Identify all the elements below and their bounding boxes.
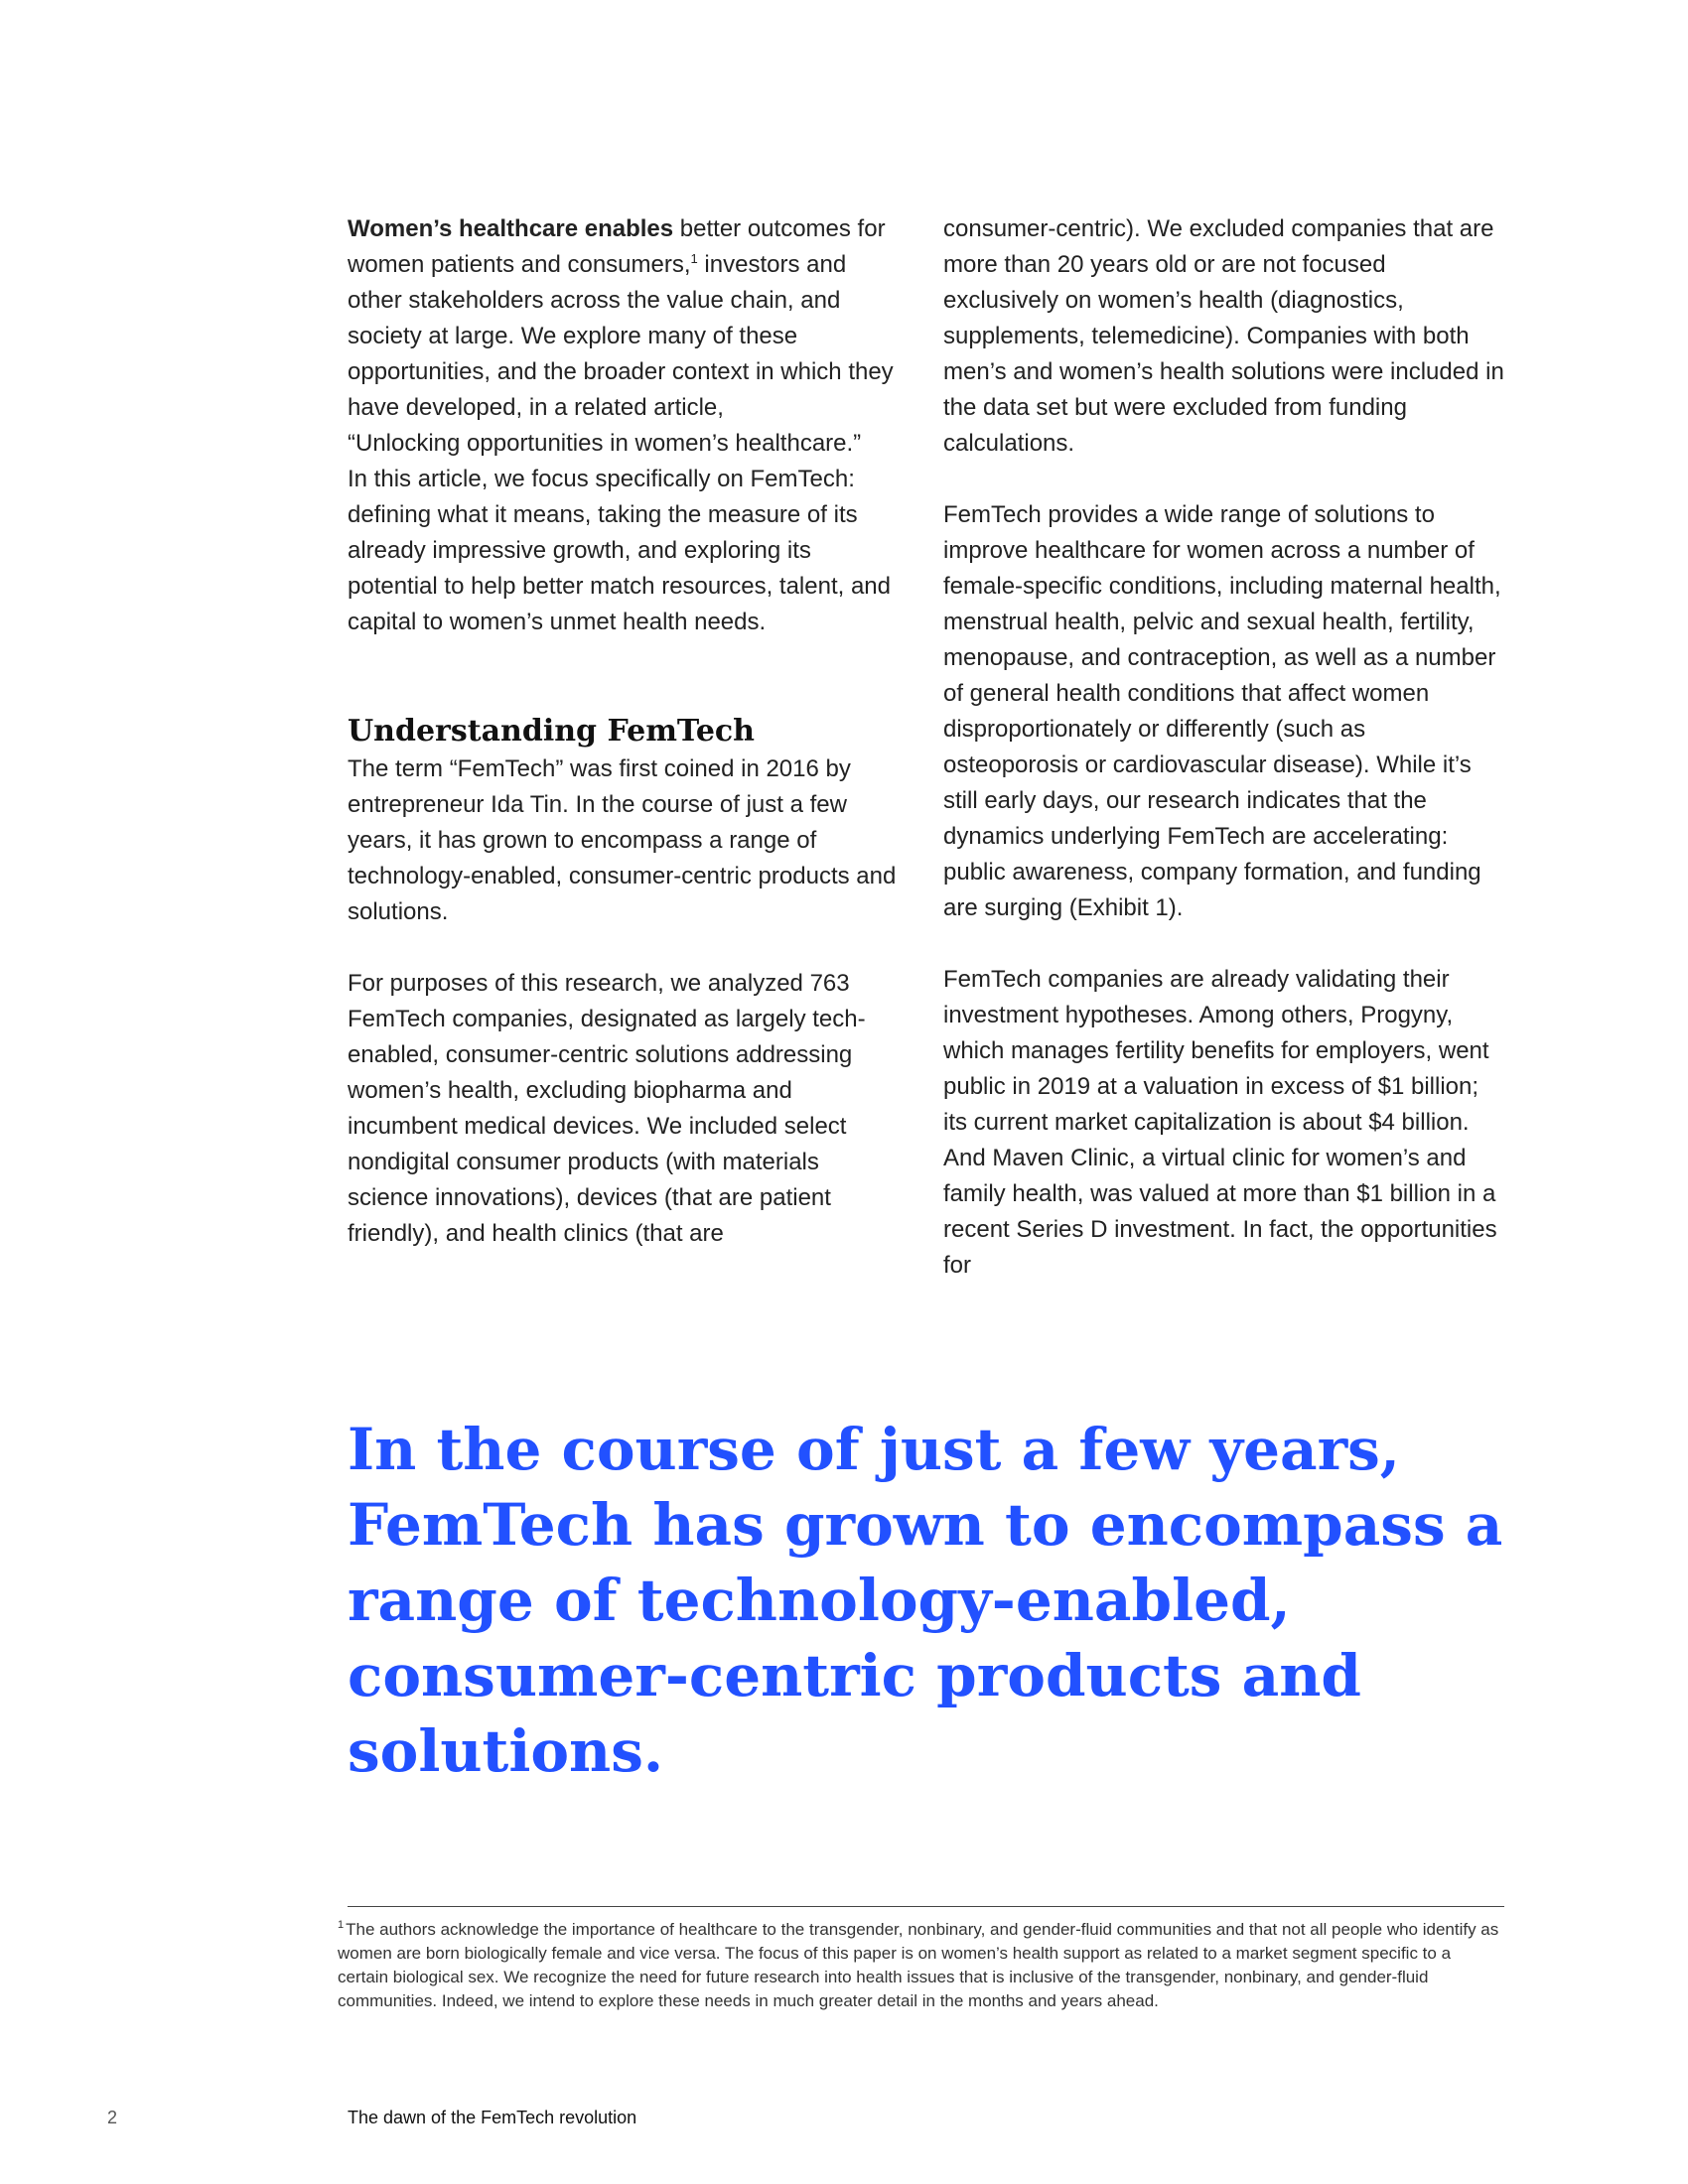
footnote-text: The authors acknowledge the importance of healthcare to the transgender, nonbinary, and gender-fluid communities and that not all people who identify as women are born biologically female and vice versa. The focus of this paper is on women’s health support as related to a market segment specific to a certain biological sex. We recognize the need for future research into health issues that is inclusive of the transgender, nonbinary, and gender-fluid communities. Indeed, we intend to explore these needs in much greater detail in the months and years ahead. <box>338 1920 1499 2010</box>
paragraph-term-origin: The term “FemTech” was first coined in 2016 by entrepreneur Ida Tin. In the course of just a few years, it has grown to encompass a range of technology-enabled, consumer-centric products and solutions. <box>348 755 897 925</box>
right-column <box>943 211 1504 1284</box>
intro-text-continued: investors and other stakeholders across the value chain, and society at large. We explore many of these opportunities, and the broader context in which they have developed, in a related article, <box>348 251 894 421</box>
paragraph-solutions: FemTech provides a wide range of solutions to improve healthcare for women across a number of female-specific conditions, including maternal health, menstrual health, pelvic and sexual health, fertility, menopause, and contraception, as well as a number of general health conditions that affect women disproportionately or differently (such as osteoporosis or cardiovascular disease). While it’s still early days, our research indicates that the dynamics underlying FemTech are accelerating: public awareness, company formation, and funding are surging (Exhibit 1). <box>943 501 1501 921</box>
paragraph-research-scope: For purposes of this research, we analyzed 763 FemTech companies, designated as largely tech-enabled, consumer-centric solutions addressing women’s health, excluding biopharma and incumbent medical devices. We included select nondigital consumer products (with materials science innovations), devices (that are patient friendly), and health clinics (that are <box>348 970 866 1247</box>
footnote-reference[interactable]: 1 <box>690 251 698 266</box>
intro-text: better outcomes for women patients and consumers, <box>348 215 886 278</box>
pull-quote: In the course of just a few years, FemTech has grown to encompass a range of technology-enabled, consumer-centric products and solutions. <box>348 1416 1503 1785</box>
left-column <box>348 211 904 1252</box>
related-article-link[interactable]: “Unlocking opportunities in women’s healthcare.” <box>348 430 862 457</box>
paragraph-validating: FemTech companies are already validating their investment hypotheses. Among others, Progyny, which manages fertility benefits for employers, went public in 2019 at a valuation in excess of $1 billion; its current market capitalization is about $4 billion. And Maven Clinic, a virtual clinic for women’s and family health, was valued at more than $1 billion in a recent Series D investment. In fact, the opportunities for <box>943 966 1497 1279</box>
intro-lead-bold: Women’s healthcare enables <box>348 215 674 242</box>
intro-continuation: In this article, we focus specifically on FemTech: defining what it means, taking the measure of its already impressive growth, and exploring its potential to help better match resources, talent, and capital to women’s unmet health needs. <box>348 466 891 635</box>
intro-paragraph <box>348 211 904 426</box>
paragraph-exclusions: consumer-centric). We excluded companies that are more than 20 years old or are not focused exclusively on women’s health (diagnostics, supplements, telemedicine). Companies with both men’s and women’s health solutions were included in the data set but were excluded from funding calculations. <box>943 215 1504 457</box>
page-number: 2 <box>107 2108 118 2127</box>
running-title: The dawn of the FemTech revolution <box>348 2108 637 2127</box>
footnote-marker: 1 <box>338 1919 345 1932</box>
footnote <box>338 1918 1499 2013</box>
footnote-divider <box>348 1906 1504 1907</box>
section-heading: Understanding FemTech <box>348 714 755 749</box>
